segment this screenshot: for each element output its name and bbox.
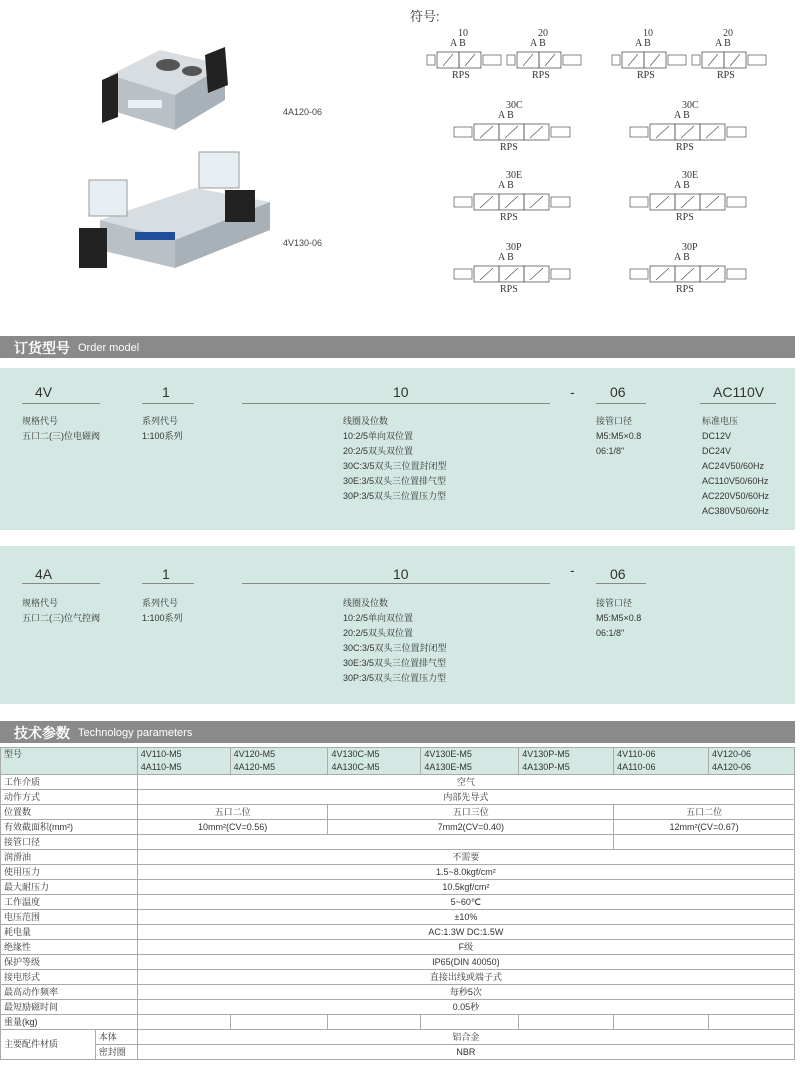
order-4a-coil-code: 10 xyxy=(393,566,409,582)
order-4a-coil-desc: 线圈及位数 10:2/5单向双位置 20:2/5双头双位置 30C:3/5双头三位置封闭型 30E:3/5双头三位置排气型 30P:3/5双头三位置压力型 xyxy=(343,598,447,683)
order-4v-line-5 xyxy=(700,403,776,404)
tech-row-weight xyxy=(1,1015,795,1030)
tech-value xyxy=(709,1015,795,1030)
valve-symbol-ports-ab: A B xyxy=(498,180,514,191)
valve-symbol-ports-ab: A B xyxy=(674,180,690,191)
tech-row-material-seal xyxy=(1,1045,795,1060)
valve-symbol-ports-rps: RPS xyxy=(500,142,518,153)
order-section-title-en: Order model xyxy=(78,342,140,354)
tech-value: 五口二位 xyxy=(137,805,328,820)
order-4v-line-4 xyxy=(596,403,646,404)
valve-symbol-code: 30C xyxy=(682,100,699,111)
tech-value: 1.5~8.0kgf/cm² xyxy=(137,865,794,880)
tech-label: 最大耐压力 xyxy=(1,880,138,895)
valve-symbol-code: 20 xyxy=(723,28,733,39)
order-4v-series-desc: 系列代号 1:100系列 xyxy=(142,416,183,441)
tech-value: 10.5kgf/cm² xyxy=(137,880,794,895)
tech-label: 润滑油 xyxy=(1,850,138,865)
tech-value: 不需要 xyxy=(137,850,794,865)
order-4a-line-4 xyxy=(596,583,646,584)
valve-symbol-ports-ab: A B xyxy=(530,38,546,49)
tech-model-3: 4V130C-M5 4A130C-M5 xyxy=(328,748,421,775)
tech-sublabel: 本体 xyxy=(95,1030,137,1045)
tech-label: 电压范围 xyxy=(1,910,138,925)
valve-symbol-code: 30E xyxy=(682,170,699,181)
symbols-title: 符号: xyxy=(410,9,440,24)
valve-symbol-code: 10 xyxy=(643,28,653,39)
valve-4a-photo xyxy=(100,25,230,140)
tech-row-protection xyxy=(1,955,795,970)
valve-symbol-code: 30C xyxy=(506,100,523,111)
valve-symbol-ports-ab: A B xyxy=(498,110,514,121)
tech-label: 动作方式 xyxy=(1,790,138,805)
tech-value xyxy=(137,835,613,850)
tech-value: 空气 xyxy=(137,775,794,790)
valve-symbol-ports-rps: RPS xyxy=(676,142,694,153)
order-4a-dash: - xyxy=(570,562,575,578)
tech-params-table xyxy=(0,747,795,1060)
order-4v-line-2 xyxy=(142,403,194,404)
tech-label: 使用压力 xyxy=(1,865,138,880)
valve-symbol-ports-ab: A B xyxy=(450,38,466,49)
order-4v-spec-code: 4V xyxy=(35,384,53,400)
valve-symbol-ports-rps: RPS xyxy=(676,284,694,295)
tech-value: 直接出线或端子式 xyxy=(137,970,794,985)
tech-label: 有效截面积(mm²) xyxy=(1,820,138,835)
tech-row-temp xyxy=(1,895,795,910)
photo-label-4v: 4V130-06 xyxy=(283,238,323,248)
tech-value: 内部先导式 xyxy=(137,790,794,805)
tech-model-4: 4V130E-M5 4A130E-M5 xyxy=(421,748,519,775)
valve-symbol-ports-rps: RPS xyxy=(717,70,735,81)
tech-row-area xyxy=(1,820,795,835)
valve-symbol xyxy=(452,100,572,168)
valve-symbol-ports-rps: RPS xyxy=(500,284,518,295)
order-4v-port-code: 06 xyxy=(610,384,626,400)
tech-value xyxy=(519,1015,614,1030)
tech-row-voltage xyxy=(1,910,795,925)
valve-symbol xyxy=(452,170,572,238)
valve-symbol xyxy=(505,28,583,96)
order-4v-coil-code: 10 xyxy=(393,384,409,400)
order-4a-series-code: 1 xyxy=(162,566,170,582)
valve-symbol-ports-ab: A B xyxy=(498,252,514,263)
order-panel-4v xyxy=(0,368,795,530)
tech-value: 7mm2(CV=0.40) xyxy=(328,820,614,835)
tech-label: 工作温度 xyxy=(1,895,138,910)
valve-symbol-code: 30E xyxy=(506,170,523,181)
tech-section-header xyxy=(0,721,795,743)
valve-symbol-code: 10 xyxy=(458,28,468,39)
valve-symbol-ports-ab: A B xyxy=(674,110,690,121)
tech-model-6: 4V110-06 4A110-06 xyxy=(614,748,709,775)
tech-row-power xyxy=(1,925,795,940)
tech-value: ±10% xyxy=(137,910,794,925)
order-panel-4a xyxy=(0,546,795,704)
tech-value xyxy=(230,1015,328,1030)
tech-value xyxy=(614,1015,709,1030)
tech-row-proof xyxy=(1,880,795,895)
tech-section-title-en: Technology parameters xyxy=(78,727,193,739)
tech-row-pressure xyxy=(1,865,795,880)
order-section-header xyxy=(0,336,795,358)
tech-row-material-body xyxy=(1,1030,795,1045)
valve-symbol-ports-rps: RPS xyxy=(452,70,470,81)
tech-model-7: 4V120-06 4A120-06 xyxy=(709,748,795,775)
order-4v-coil-desc: 线圈及位数 10:2/5单向双位置 20:2/5双头双位置 30C:3/5双头三位置封闭型 30E:3/5双头三位置排气型 30P:3/5双头三位置压力型 xyxy=(343,416,447,501)
tech-model-2: 4V120-M5 4A120-M5 xyxy=(230,748,328,775)
tech-label: 最高动作频率 xyxy=(1,985,138,1000)
tech-row-excite xyxy=(1,1000,795,1015)
tech-row-port xyxy=(1,835,795,850)
order-4v-line-1 xyxy=(22,403,100,404)
valve-symbol xyxy=(628,242,748,310)
photo-label-4a: 4A120-06 xyxy=(283,107,323,117)
tech-model-1: 4V110-M5 4A110-M5 xyxy=(137,748,230,775)
tech-value xyxy=(614,835,795,850)
valve-symbol-ports-rps: RPS xyxy=(500,212,518,223)
tech-label: 重量(kg) xyxy=(1,1015,138,1030)
tech-value: 12mm²(CV=0.67) xyxy=(614,820,795,835)
order-4v-voltage-desc: 标准电压 DC12V DC24V AC24V50/60Hz AC110V50/60Hz AC220V50/60Hz AC380V50/60Hz xyxy=(702,416,770,516)
tech-value: 每秒5次 xyxy=(137,985,794,1000)
tech-value: 5~60℃ xyxy=(137,895,794,910)
valve-symbol-ports-ab: A B xyxy=(674,252,690,263)
valve-symbol xyxy=(425,28,503,96)
valve-symbol-ports-rps: RPS xyxy=(532,70,550,81)
valve-symbol xyxy=(628,100,748,168)
valve-symbol-ports-ab: A B xyxy=(715,38,731,49)
tech-value xyxy=(328,1015,421,1030)
order-4v-line-3 xyxy=(242,403,550,404)
tech-label: 工作介质 xyxy=(1,775,138,790)
valve-symbol-ports-rps: RPS xyxy=(676,212,694,223)
valve-symbol xyxy=(610,28,688,96)
tech-value: AC:1.3W DC:1.5W xyxy=(137,925,794,940)
tech-label: 绝缘性 xyxy=(1,940,138,955)
tech-section-title-zh: 技术参数 xyxy=(14,725,70,741)
valve-symbol xyxy=(628,170,748,238)
valve-symbol xyxy=(452,242,572,310)
tech-value: 五口三位 xyxy=(328,805,614,820)
order-4v-voltage-code: AC110V xyxy=(713,384,765,400)
order-4a-port-code: 06 xyxy=(610,566,626,582)
tech-label: 耗电量 xyxy=(1,925,138,940)
order-4v-port-desc: 接管口径 M5:M5×0.8 06:1/8" xyxy=(596,416,642,456)
order-section-title-zh: 订货型号 xyxy=(14,340,70,356)
order-4a-spec-code: 4A xyxy=(35,566,53,582)
order-4a-line-2 xyxy=(142,583,194,584)
valve-symbol-code: 30P xyxy=(506,242,522,253)
order-4a-series-desc: 系列代号 1:100系列 xyxy=(142,598,183,623)
tech-label: 保护等级 xyxy=(1,955,138,970)
tech-value: 10mm²(CV=0.56) xyxy=(137,820,328,835)
tech-value: 铝合金 xyxy=(137,1030,794,1045)
order-4a-port-desc: 接管口径 M5:M5×0.8 06:1/8" xyxy=(596,598,642,638)
tech-label: 位置数 xyxy=(1,805,138,820)
valve-symbol-ports-rps: RPS xyxy=(637,70,655,81)
tech-model-5: 4V130P-M5 4A130P-M5 xyxy=(519,748,614,775)
tech-row-position xyxy=(1,805,795,820)
valve-symbol xyxy=(690,28,768,96)
tech-row-connection xyxy=(1,970,795,985)
tech-row-model xyxy=(1,748,795,775)
tech-label: 主要配件材质 xyxy=(1,1030,96,1060)
tech-value: 0.05秒 xyxy=(137,1000,794,1015)
tech-row-lube xyxy=(1,850,795,865)
tech-row-frequency xyxy=(1,985,795,1000)
tech-row-action xyxy=(1,790,795,805)
valve-symbol-code: 20 xyxy=(538,28,548,39)
tech-row-insulation xyxy=(1,940,795,955)
order-4v-series-code: 1 xyxy=(162,384,170,400)
tech-label: 接管口径 xyxy=(1,835,138,850)
order-4a-line-3 xyxy=(242,583,550,584)
tech-value xyxy=(421,1015,519,1030)
tech-value: NBR xyxy=(137,1045,794,1060)
tech-value: 五口二位 xyxy=(614,805,795,820)
order-4a-spec-desc: 规格代号 五口二(三)位气控阀 xyxy=(22,598,100,623)
order-4a-line-1 xyxy=(22,583,100,584)
valve-symbol-ports-ab: A B xyxy=(635,38,651,49)
tech-sublabel: 密封圈 xyxy=(95,1045,137,1060)
tech-value xyxy=(137,1015,230,1030)
tech-label-model: 型号 xyxy=(1,748,138,775)
tech-label: 接电形式 xyxy=(1,970,138,985)
tech-row-medium xyxy=(1,775,795,790)
order-4v-spec-desc: 规格代号 五口二(三)位电磁阀 xyxy=(22,416,100,441)
valve-4v-photo xyxy=(75,150,275,280)
order-4v-dash: - xyxy=(570,384,575,400)
tech-label: 最短励磁时间 xyxy=(1,1000,138,1015)
valve-symbol-code: 30P xyxy=(682,242,698,253)
tech-value: IP65(DIN 40050) xyxy=(137,955,794,970)
tech-value: F级 xyxy=(137,940,794,955)
